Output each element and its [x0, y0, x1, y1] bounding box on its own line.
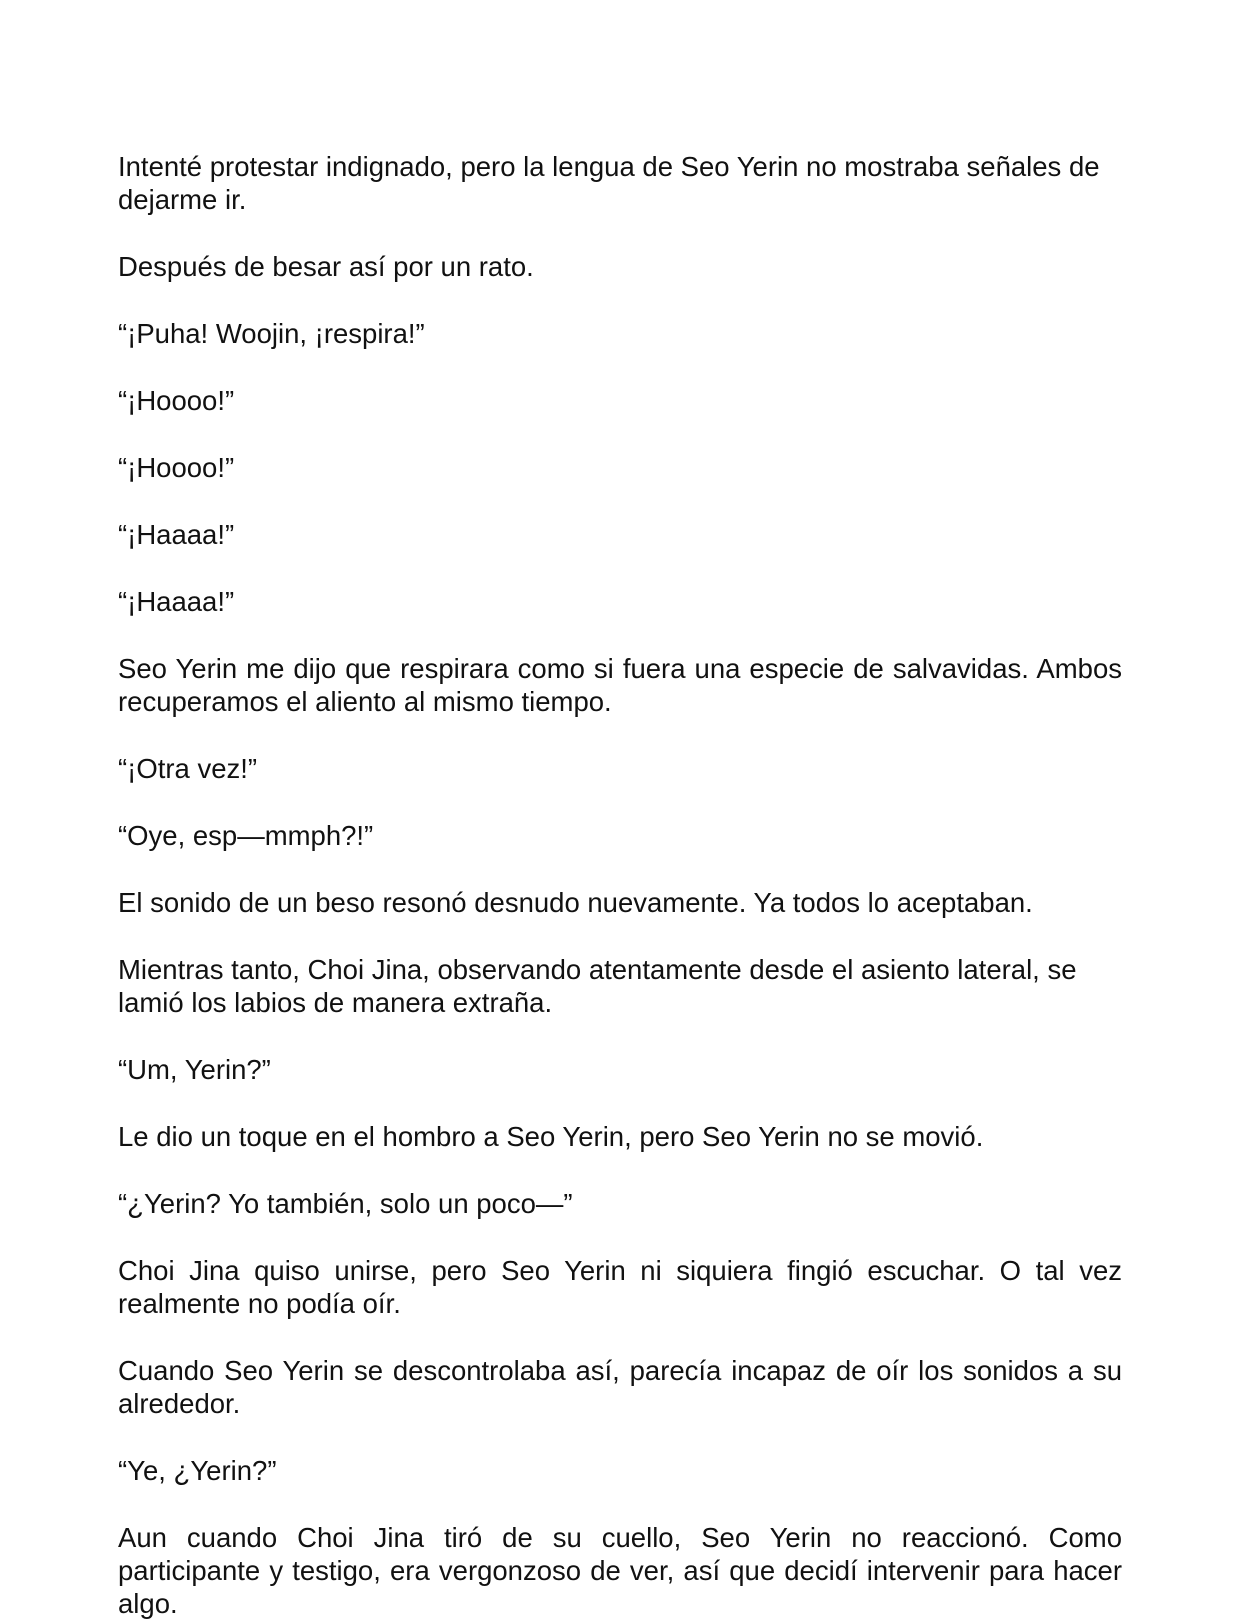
paragraph: El sonido de un beso resonó desnudo nuevamente. Ya todos lo aceptaban. — [118, 887, 1033, 918]
document-page — [118, 150, 1122, 1620]
paragraph: Cuando Seo Yerin se descontrolaba así, parecía incapaz de oír los sonidos a su alrededor. — [118, 1355, 1122, 1419]
paragraph: Mientras tanto, Choi Jina, observando atentamente desde el asiento lateral, se lamió los labios de manera extraña. — [118, 954, 1077, 1018]
paragraph: Seo Yerin me dijo que respirara como si fuera una especie de salvavidas. Ambos recuperamos el aliento al mismo tiempo. — [118, 653, 1122, 717]
paragraph: Intenté protestar indignado, pero la lengua de Seo Yerin no mostraba señales de dejarme ir. — [118, 151, 1100, 215]
dialogue-line: “¡Haaaa!” — [118, 586, 235, 617]
dialogue-line: “¡Hoooo!” — [118, 452, 235, 483]
dialogue-line: “Um, Yerin?” — [118, 1054, 271, 1085]
paragraph: Choi Jina quiso unirse, pero Seo Yerin ni siquiera fingió escuchar. O tal vez realmente no podía oír. — [118, 1255, 1122, 1319]
dialogue-line: “¡Puha! Woojin, ¡respira!” — [118, 318, 425, 349]
dialogue-line: “¡Hoooo!” — [118, 385, 235, 416]
paragraph: Le dio un toque en el hombro a Seo Yerin, pero Seo Yerin no se movió. — [118, 1121, 984, 1152]
dialogue-line: “¡Otra vez!” — [118, 753, 258, 784]
paragraph: Después de besar así por un rato. — [118, 251, 534, 282]
dialogue-line: “¿Yerin? Yo también, solo un poco—” — [118, 1188, 573, 1219]
dialogue-line: “Ye, ¿Yerin?” — [118, 1455, 277, 1486]
dialogue-line: “Oye, esp—mmph?!” — [118, 820, 374, 851]
paragraph: Aun cuando Choi Jina tiró de su cuello, Seo Yerin no reaccionó. Como participante y testigo, era vergonzoso de ver, así que decidí intervenir para hacer algo. — [118, 1522, 1122, 1619]
dialogue-line: “¡Haaaa!” — [118, 519, 235, 550]
